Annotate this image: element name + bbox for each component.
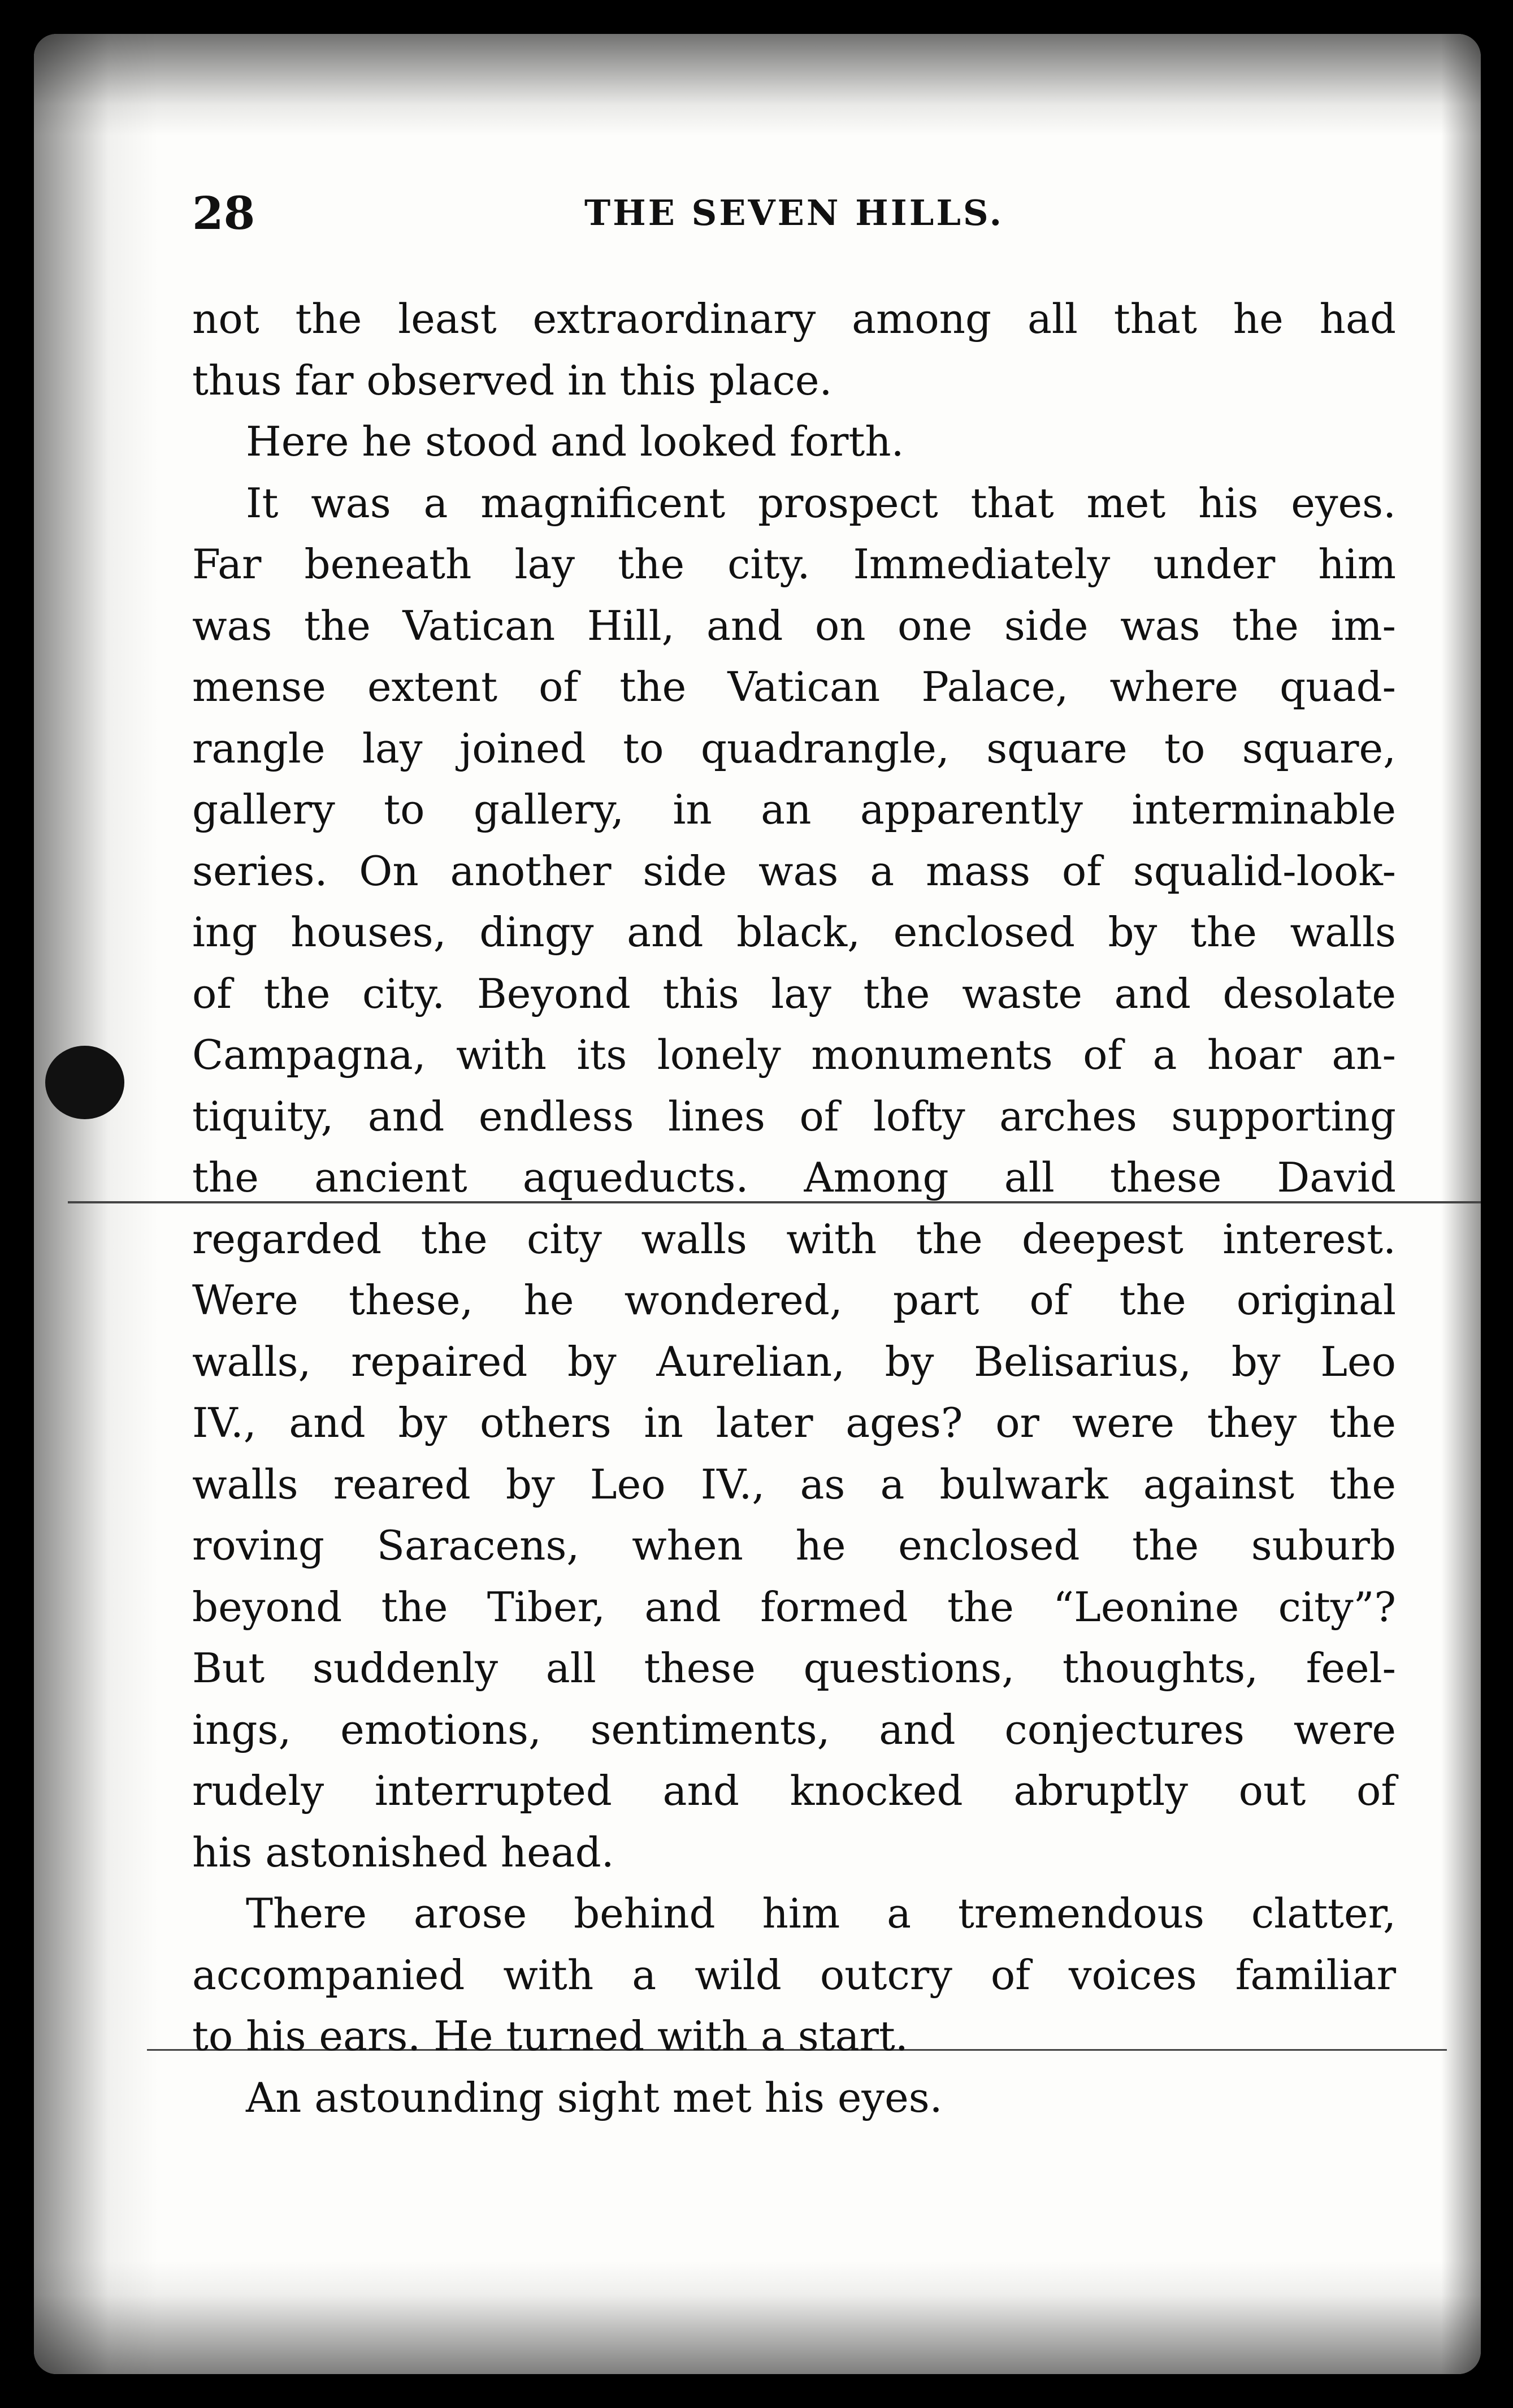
text-line: walls, repaired by Aurelian, by Belisarius, by Leo [192, 1337, 1396, 1385]
text-line: to his ears. He turned with a start. [192, 2012, 908, 2060]
text-line: regarded the city walls with the deepest interest. [192, 1215, 1396, 1263]
text-line: tiquity, and endless lines of lofty arches supporting [192, 1092, 1396, 1140]
text-line: But suddenly all these questions, thoughts, feel- [192, 1644, 1396, 1692]
text-line: rangle lay joined to quadrangle, square to square, [192, 724, 1396, 772]
text-line: Here he stood and looked forth. [246, 418, 904, 465]
text-line: rudely interrupted and knocked abruptly out of [192, 1767, 1396, 1814]
text-line: gallery to gallery, in an apparently interminable [192, 786, 1396, 833]
running-title: THE SEVEN HILLS. [584, 192, 1004, 233]
text-line: series. On another side was a mass of squalid-look- [192, 847, 1396, 895]
text-line: Campagna, with its lonely monuments of a hoar an- [192, 1031, 1396, 1079]
text-line: thus far observed in this place. [192, 356, 833, 404]
text-line: not the least extraordinary among all that he had [192, 295, 1396, 343]
scan-shadow-bottom [34, 2261, 1481, 2374]
scan-shadow-left [34, 34, 158, 2374]
body-text [192, 288, 1396, 2128]
text-line: IV., and by others in later ages? or were they the [192, 1399, 1396, 1446]
text-line: mense extent of the Vatican Palace, where quad- [192, 663, 1396, 711]
text-line: ings, emotions, sentiments, and conjectures were [192, 1705, 1396, 1753]
text-line: It was a magnificent prospect that met his eyes. [246, 479, 1396, 527]
text-line: walls reared by Leo IV., as a bulwark against the [192, 1460, 1396, 1508]
text-line: of the city. Beyond this lay the waste and desolate [192, 969, 1396, 1017]
text-line: An astounding sight met his eyes. [246, 2073, 943, 2121]
text-line: roving Saracens, when he enclosed the suburb [192, 1522, 1396, 1569]
scan-shadow-top [34, 34, 1481, 136]
running-head [192, 187, 1396, 254]
text-line: Far beneath lay the city. Immediately under him [192, 540, 1396, 588]
text-line: the ancient aqueducts. Among all these David [192, 1154, 1396, 1201]
page-number: 28 [192, 187, 255, 240]
text-line: Were these, he wondered, part of the original [192, 1276, 1396, 1324]
text-line: accompanied with a wild outcry of voices familiar [192, 1951, 1396, 1999]
text-line: beyond the Tiber, and formed the “Leonine city”? [192, 1583, 1396, 1631]
ink-blot [45, 1046, 124, 1119]
scan-shadow-right [1441, 34, 1481, 2374]
text-line: There arose behind him a tremendous clatter, [246, 1890, 1396, 1937]
text-line: his astonished head. [192, 1828, 614, 1876]
text-line: was the Vatican Hill, and on one side was the im- [192, 601, 1396, 649]
text-line: ing houses, dingy and black, enclosed by the walls [192, 908, 1396, 956]
